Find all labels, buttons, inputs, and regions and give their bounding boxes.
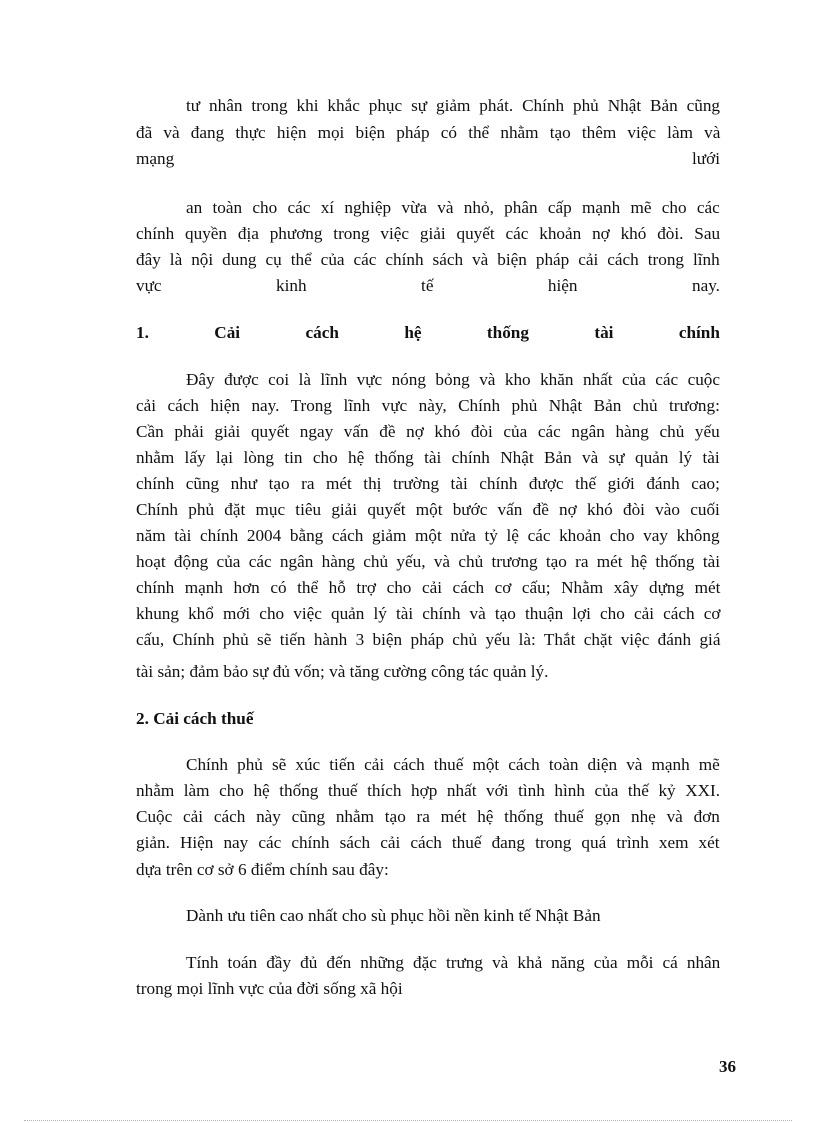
heading-word: Cải [214,323,241,342]
word: kinh [276,276,307,295]
text-line: Cuộc cải cách này cũng nhằm tạo ra mét hệ thống thuế gọn nhẹ và đơn [136,807,720,826]
heading-word: hệ [404,323,422,342]
text-line: trong mọi lĩnh vực của đời sống xã hội [136,979,403,998]
page-bottom-divider [24,1120,792,1121]
text-line: Cần phải giải quyết ngay vấn đề nợ khó đòi của các ngân hàng chủ yếu [136,422,720,441]
text-line: tài sản; đảm bảo sự đủ vốn; và tăng cường công tác quản lý. [136,662,549,681]
heading-word: tài [594,323,614,342]
text-line: cấu, Chính phủ sẽ tiến hành 3 biện pháp chủ yếu là: Thắt chặt việc đánh giá [136,630,721,649]
text-line: hoạt động của các ngân hàng chủ yếu, và chủ trương tạo ra mét hệ thống tài [136,552,721,571]
text-line: Chính phủ đặt mục tiêu giải quyết một bước vấn đề nợ khó đòi vào cuối [136,500,720,519]
text-line: Đây được coi là lĩnh vực nóng bỏng và kho khăn nhất của các cuộc [186,370,721,389]
word: nay. [691,276,720,295]
word: vực [136,276,162,295]
text-line: chính quyền địa phương trong việc giải quyết các khoản nợ khó đòi. Sau [136,224,721,243]
text-line: đây là nội dung cụ thể của các chính sách và biện pháp cải cách trong lĩnh [136,250,720,269]
text-line: nhằm làm cho hệ thống thuế thích hợp nhất với tình hình của thế kỷ XXI. [136,781,721,800]
text-line: cải cách hiện nay. Trong lĩnh vực này, Chính phủ Nhật Bản chủ trương: [136,396,720,415]
text-line: chính cũng như tạo ra mét thị trường tài chính được thế giới đánh cao; [136,474,720,493]
text-line: đã và đang thực hiện mọi biện pháp có thể nhằm tạo thêm việc làm và [136,123,721,142]
text-line: Tính toán đầy đủ đến những đặc trưng và khả năng của mỗi cá nhân [186,953,721,972]
text-line: giản. Hiện nay các chính sách cải cách thuế đang trong quá trình xem xét [136,833,720,852]
page-number: 36 [719,1057,736,1076]
text-line: Chính phủ sẽ xúc tiến cải cách thuế một cách toàn diện và mạnh mẽ [186,755,720,774]
word: lưới [692,149,720,168]
text-line: dựa trên cơ sở 6 điểm chính sau đây: [136,860,389,879]
text-line: khung khổ mới cho việc quản lý tài chính và tạo thuận lợi cho cải cách cơ [136,604,721,623]
section-heading-2: 2. Cải cách thuế [136,709,254,728]
justified-line [136,146,720,172]
heading-word: chính [678,323,720,342]
word: tế [421,276,434,295]
heading-word: thống [486,323,529,342]
text-line: tư nhân trong khi khắc phục sự giảm phát. Chính phủ Nhật Bản cũng [186,96,721,115]
heading-word: 1. [136,323,149,342]
word: hiện [547,276,578,295]
justified-line [136,273,720,299]
text-line: nhằm lấy lại lòng tin cho hệ thống tài chính Nhật Bản và sự quản lý tài [136,448,720,467]
heading-word: cách [305,323,339,342]
text-line: năm tài chính 2004 bằng cách giảm một nửa tỷ lệ các khoản cho vay không [136,526,720,545]
text-line: chính mạnh hơn có thể hỗ trợ cho cải cách cơ cấu; Nhằm xây dựng mét [136,578,721,597]
section-heading-1 [136,320,720,346]
text-line: an toàn cho các xí nghiệp vừa và nhỏ, phân cấp mạnh mẽ cho các [186,198,720,217]
text-line: Dành ưu tiên cao nhất cho sù phục hồi nền kinh tế Nhật Bản [186,906,601,925]
word: mạng [136,149,175,168]
